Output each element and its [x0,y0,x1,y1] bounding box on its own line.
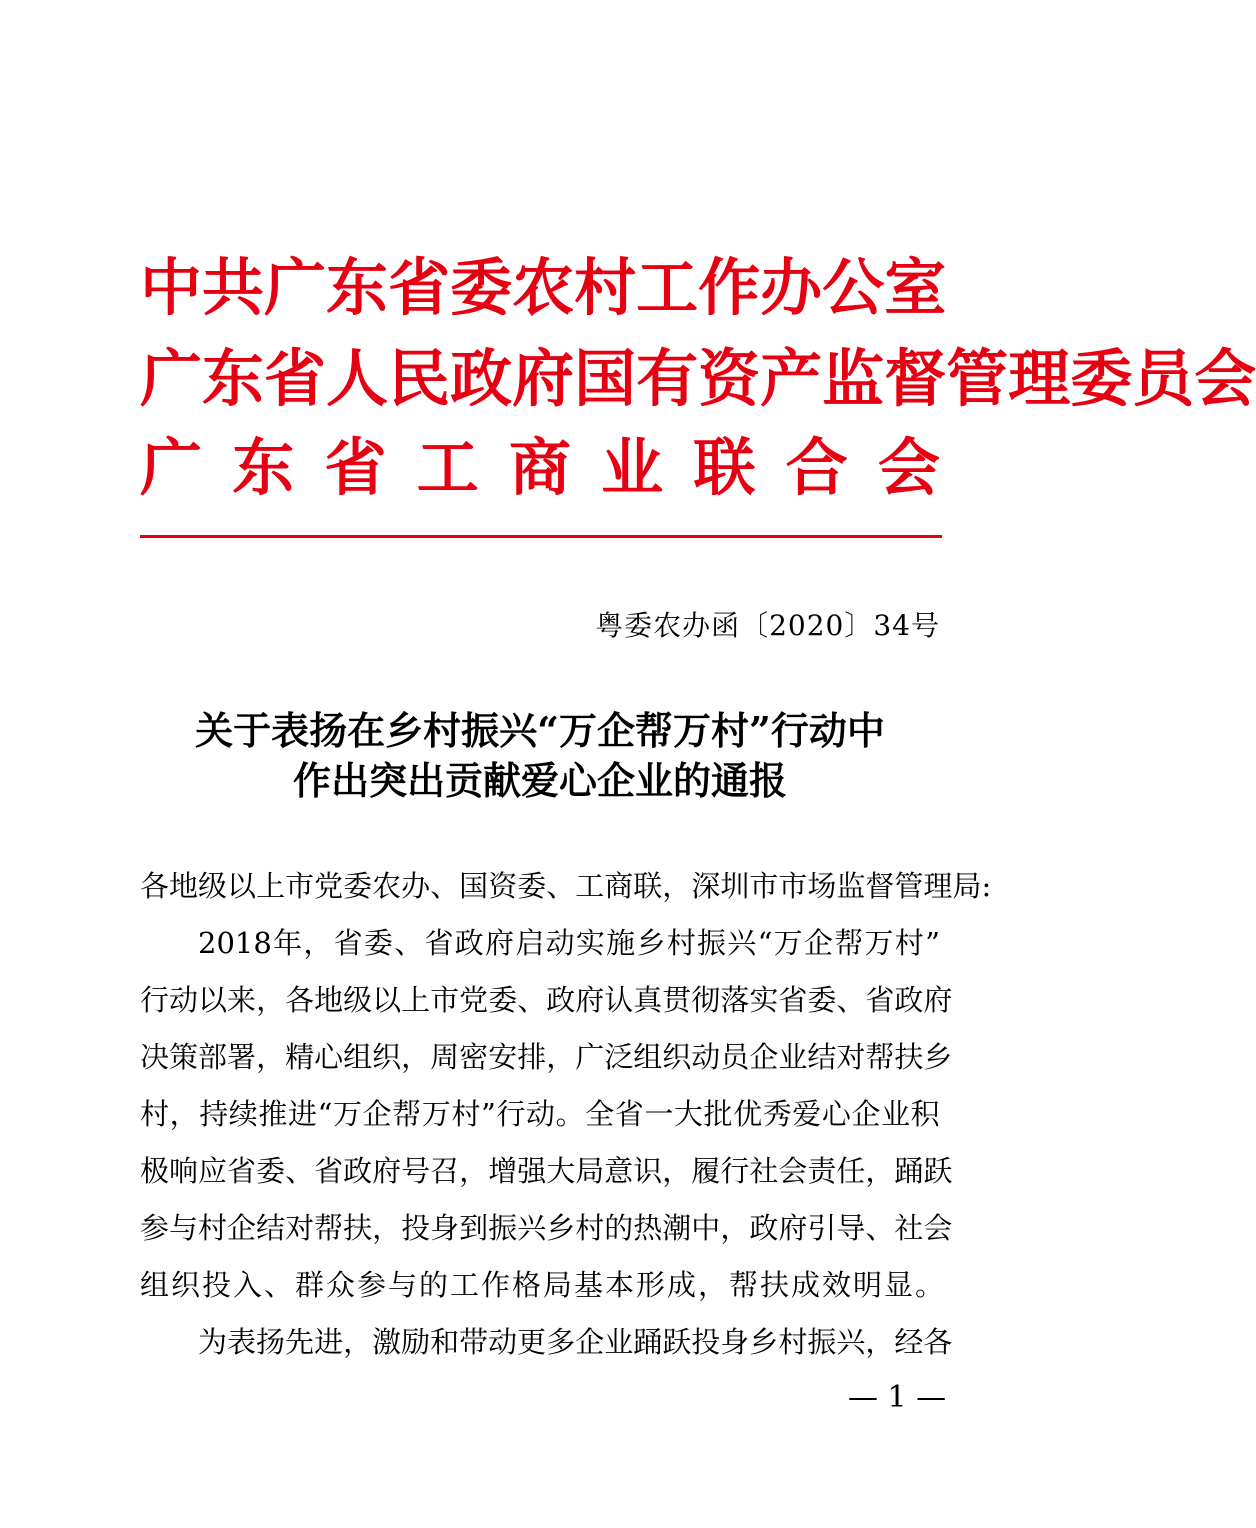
body-paragraph-line: 决 策 部 署 ， 精 心 组 织 ， 周 密 安 排 ， 广 泛 组 织 动 员 企 业 结 对 帮 扶 乡 [140,1040,953,1074]
body-paragraph-line: 为 表 扬 先 进 ， 激 励 和 带 动 更 多 企 业 踊 跃 投 身 乡 村 振 兴 ， 经 各 [198,1325,953,1359]
document-number: 粤委农办函〔2020〕34号 [595,609,940,642]
document-title-line-2: 作出突出贡献爱心企业的通报 [292,758,787,803]
body-paragraph-line: 2018 年 ， 省 委 、 省 政 府 启 动 实 施 乡 村 振 兴 “ 万 企 帮 万 村 ” [198,926,940,960]
body-paragraph-line: 参 与 村 企 结 对 帮 扶 ， 投 身 到 振 兴 乡 村 的 热 潮 中 ， 政 府 引 导 、 社 会 [140,1211,953,1245]
body-paragraph-line: 极 响 应 省 委 、 省 政 府 号 召 ， 增 强 大 局 意 识 ， 履 行 社 会 责 任 ， 踊 跃 [140,1154,953,1188]
salutation: 各 地 级 以 上 市 党 委 农 办 、 国 资 委 、 工 商 联 ， 深 圳 市 市 场 监 督 管 理 局 : [140,869,992,903]
red-header-divider [140,535,942,538]
body-paragraph-line: 行 动 以 来 ， 各 地 级 以 上 市 党 委 、 政 府 认 真 贯 彻 落 实 省 委 、 省 政 府 [140,983,953,1017]
issuer-line-3: 广 东 省 工 商 业 联 合 会 [140,431,940,504]
document-title-line-1: 关于表扬在乡村振兴“万企帮万村”行动中 [195,708,885,753]
issuer-line-1: 中 共 广 东 省 委 农 村 工 作 办 公 室 [140,251,947,324]
issuer-line-2: 广 东 省 人 民 政 府 国 有 资 产 监 督 管 理 委 员 会 [140,342,1256,415]
page-number: — 1 — [848,1380,947,1415]
body-paragraph-line: 村 ， 持 续 推 进 “ 万 企 帮 万 村 ” 行 动 。 全 省 一 大 批 优 秀 爱 心 企 业 积 [140,1097,940,1131]
body-paragraph-line: 组织投入、群众参与的工作格局基本形成，帮扶成效明显。 [140,1268,947,1302]
